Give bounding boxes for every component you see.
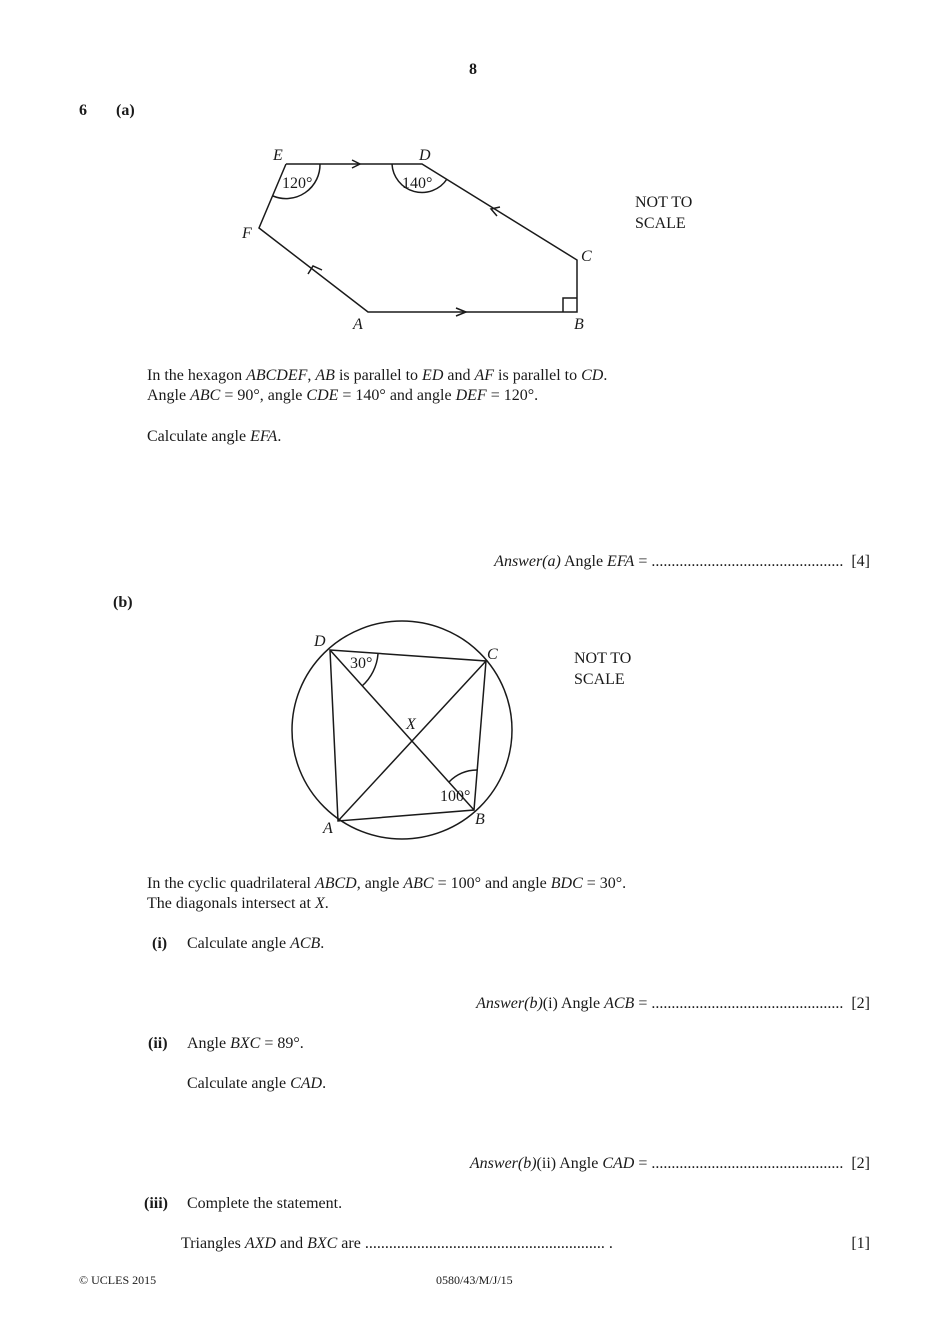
answer-b-i-line[interactable]: Answer(b)(i) Angle ACB = ................................................ [2] (476, 995, 870, 1012)
marks-b-i: [2] (851, 995, 870, 1012)
sub-ii-label: (ii) (148, 1035, 168, 1052)
diagonal-DB (330, 650, 474, 810)
answer-a-line[interactable]: Answer(a) Angle EFA = ................................................ [4] (494, 553, 870, 570)
vertex-E: E (273, 147, 283, 164)
vertex-F: F (242, 225, 252, 242)
question-number: 6 (79, 102, 87, 119)
sub-ii-instruction: Calculate angle CAD. (187, 1075, 327, 1092)
footer-copyright: © UCLES 2015 (79, 1273, 157, 1287)
vertex-A: A (323, 820, 333, 837)
angle-arc-B (449, 770, 477, 782)
answer-b-ii-line[interactable]: Answer(b)(ii) Angle CAD = ................................................ [2] (469, 1155, 870, 1172)
cyclic-quadrilateral-diagram (0, 600, 950, 850)
vertex-B: B (574, 316, 584, 333)
part-a-text-line2: Angle ABC = 90°, angle CDE = 140° and angle DEF = 120°. (147, 387, 539, 404)
part-a-text-line1: In the hexagon ABCDEF, AB is parallel to ED and AF is parallel to CD. (147, 367, 608, 384)
vertex-D: D (419, 147, 431, 164)
vertex-A: A (353, 316, 363, 333)
footer-paper-code: 0580/43/M/J/15 (436, 1273, 513, 1287)
part-a-label: (a) (116, 102, 135, 119)
part-b-text-line1: In the cyclic quadrilateral ABCD, angle ABC = 100° and angle BDC = 30°. (147, 875, 627, 892)
part-b-text-line2: The diagonals intersect at X. (147, 895, 329, 912)
sub-iii-instruction: Complete the statement. (187, 1195, 343, 1212)
sub-i-instruction: Calculate angle ACB. (187, 935, 325, 952)
marks-b-iii: [1] (851, 1235, 870, 1252)
marks-b-ii: [2] (851, 1155, 870, 1172)
right-angle-B (563, 298, 577, 312)
sub-ii-given: Angle BXC = 89°. (187, 1035, 304, 1052)
angle-label-D: 140° (402, 175, 433, 192)
hexagon-diagram (0, 0, 950, 340)
vertex-X: X (406, 716, 416, 733)
angle-label-B: 100° (440, 788, 471, 805)
part-b-label: (b) (113, 594, 133, 611)
angle-label-E: 120° (282, 175, 313, 192)
sub-i-label: (i) (152, 935, 168, 952)
sub-iii-statement[interactable]: Triangles AXD and BXC are ............................................................ . (181, 1235, 613, 1252)
marks-a: [4] (851, 553, 870, 570)
page-number: 8 (469, 61, 477, 78)
angle-label-D: 30° (350, 655, 373, 672)
part-a-instruction: Calculate angle EFA. (147, 428, 282, 445)
not-to-scale-b: NOT TO SCALE (574, 650, 632, 688)
vertex-C: C (581, 248, 592, 265)
vertex-B: B (475, 811, 485, 828)
not-to-scale-a: NOT TO SCALE (635, 194, 693, 232)
vertex-D: D (314, 633, 326, 650)
vertex-C: C (487, 646, 498, 663)
sub-iii-label: (iii) (144, 1195, 168, 1212)
